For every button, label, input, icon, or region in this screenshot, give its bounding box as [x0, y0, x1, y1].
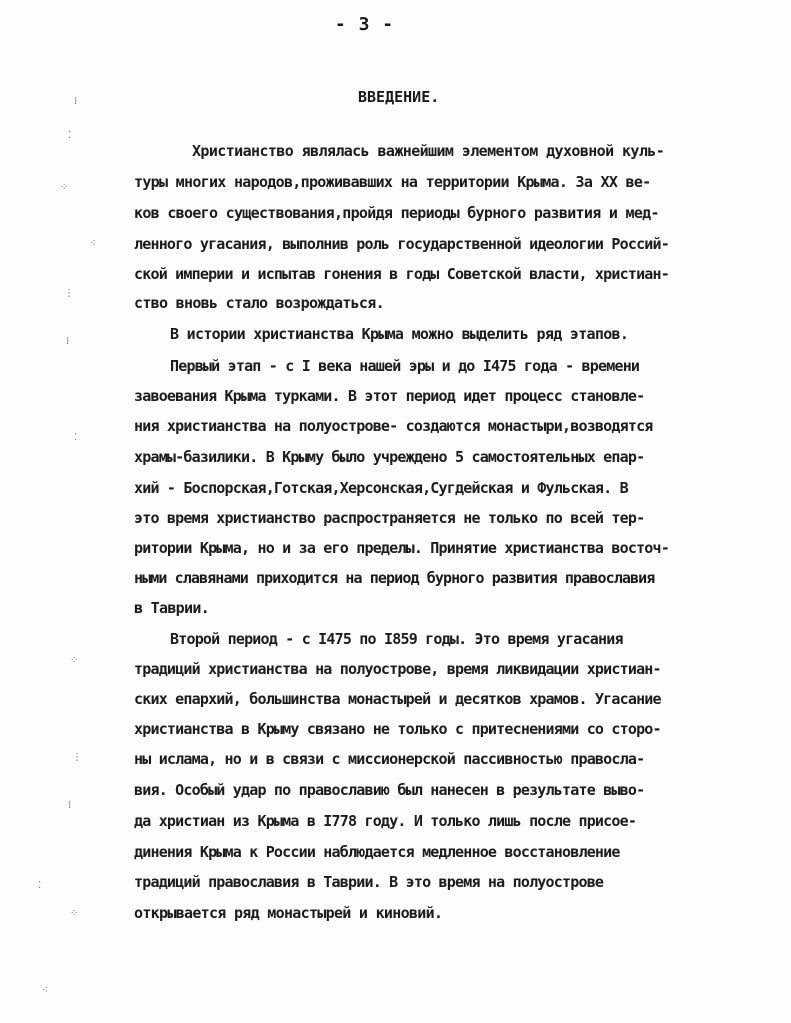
- text-line: Второй период - с I475 по I859 годы. Это время угасания: [170, 630, 623, 648]
- text-line: в Таврии.: [134, 599, 209, 617]
- scan-speck: ⁘: [60, 182, 69, 193]
- scan-speck: ⁚: [68, 130, 72, 141]
- page-number: - 3 -: [334, 14, 395, 35]
- text-line: да христиан из Крыма в I778 году. И только лишь после присое-: [134, 812, 637, 830]
- text-line: Первый этап - с I века нашей эры и до I475 года - времени: [170, 357, 640, 375]
- text-line: ков своего существования,пройдя периоды бурного развития и мед-: [134, 204, 659, 222]
- text-line: В истории христианства Крыма можно выделить ряд этапов.: [170, 325, 629, 343]
- scan-speck: ⁞: [66, 336, 70, 347]
- scan-speck: ⁘: [70, 908, 79, 919]
- text-line: ской империи и испытав гонения в годы Советской власти, христиан-: [134, 265, 670, 283]
- text-line: ленного угасания, выполнив роль государственной идеологии Россий-: [134, 235, 670, 253]
- text-line: храмы-базилики. В Крыму было учреждено 5 самостоятельных епар-: [134, 448, 645, 466]
- scan-speck: ⁖: [90, 238, 96, 249]
- text-line: христианства в Крыму связано не только с притеснениями со сторо-: [134, 720, 661, 738]
- text-line: традиций христианства на полуострове, время ликвидации христиан-: [134, 660, 661, 678]
- text-line: ными славянами приходится на период бурного развития православия: [134, 569, 655, 587]
- text-line: ритории Крыма, но и за его пределы. Принятие христианства восточ-: [134, 539, 670, 557]
- scan-speck: ⁚: [38, 880, 42, 891]
- scan-speck: ⁞: [74, 96, 78, 107]
- text-line: завоевания Крыма турками. В этот период идет процесс становле-: [134, 387, 645, 405]
- text-line: ство вновь стало возрождаться.: [134, 294, 384, 312]
- scan-speck: ⁞: [68, 800, 72, 811]
- text-line: это время христианство распространяется не только по всей тер-: [134, 509, 645, 527]
- text-line: ских епархий, большинства монастырей и десятков храмов. Угасание: [134, 690, 661, 708]
- scan-speck: ⁚: [74, 432, 78, 443]
- text-line: вия. Особый удар по православию был нанесен в результате выво-: [134, 781, 645, 799]
- text-line: динения Крыма к России наблюдается медленное восстановление: [134, 843, 620, 861]
- scan-speck: ⋮: [72, 752, 82, 763]
- text-line: хий - Боспорская,Готская,Херсонская,Сугдейская и Фульская. В: [134, 479, 628, 497]
- text-line: традиций православия в Таврии. В это время на полуострове: [134, 873, 604, 891]
- text-line: ны ислама, но и в связи с миссионерской пассивностью правосла-: [134, 750, 645, 768]
- text-line: открывается ряд монастырей и киновий.: [134, 904, 443, 922]
- text-line: Христианство являлась важнейшим элементом духовной куль-: [192, 142, 665, 160]
- text-line: туры многих народов,проживавших на территории Крыма. За XX ве-: [134, 173, 651, 191]
- text-line: ния христианства на полуострове- создаются монастыри,возводятся: [134, 417, 653, 435]
- scan-speck: ⋮: [64, 288, 74, 299]
- section-heading: ВВЕДЕНИЕ.: [358, 88, 440, 106]
- scan-speck: ⁖: [42, 985, 48, 996]
- scan-speck: ⁘: [70, 655, 79, 666]
